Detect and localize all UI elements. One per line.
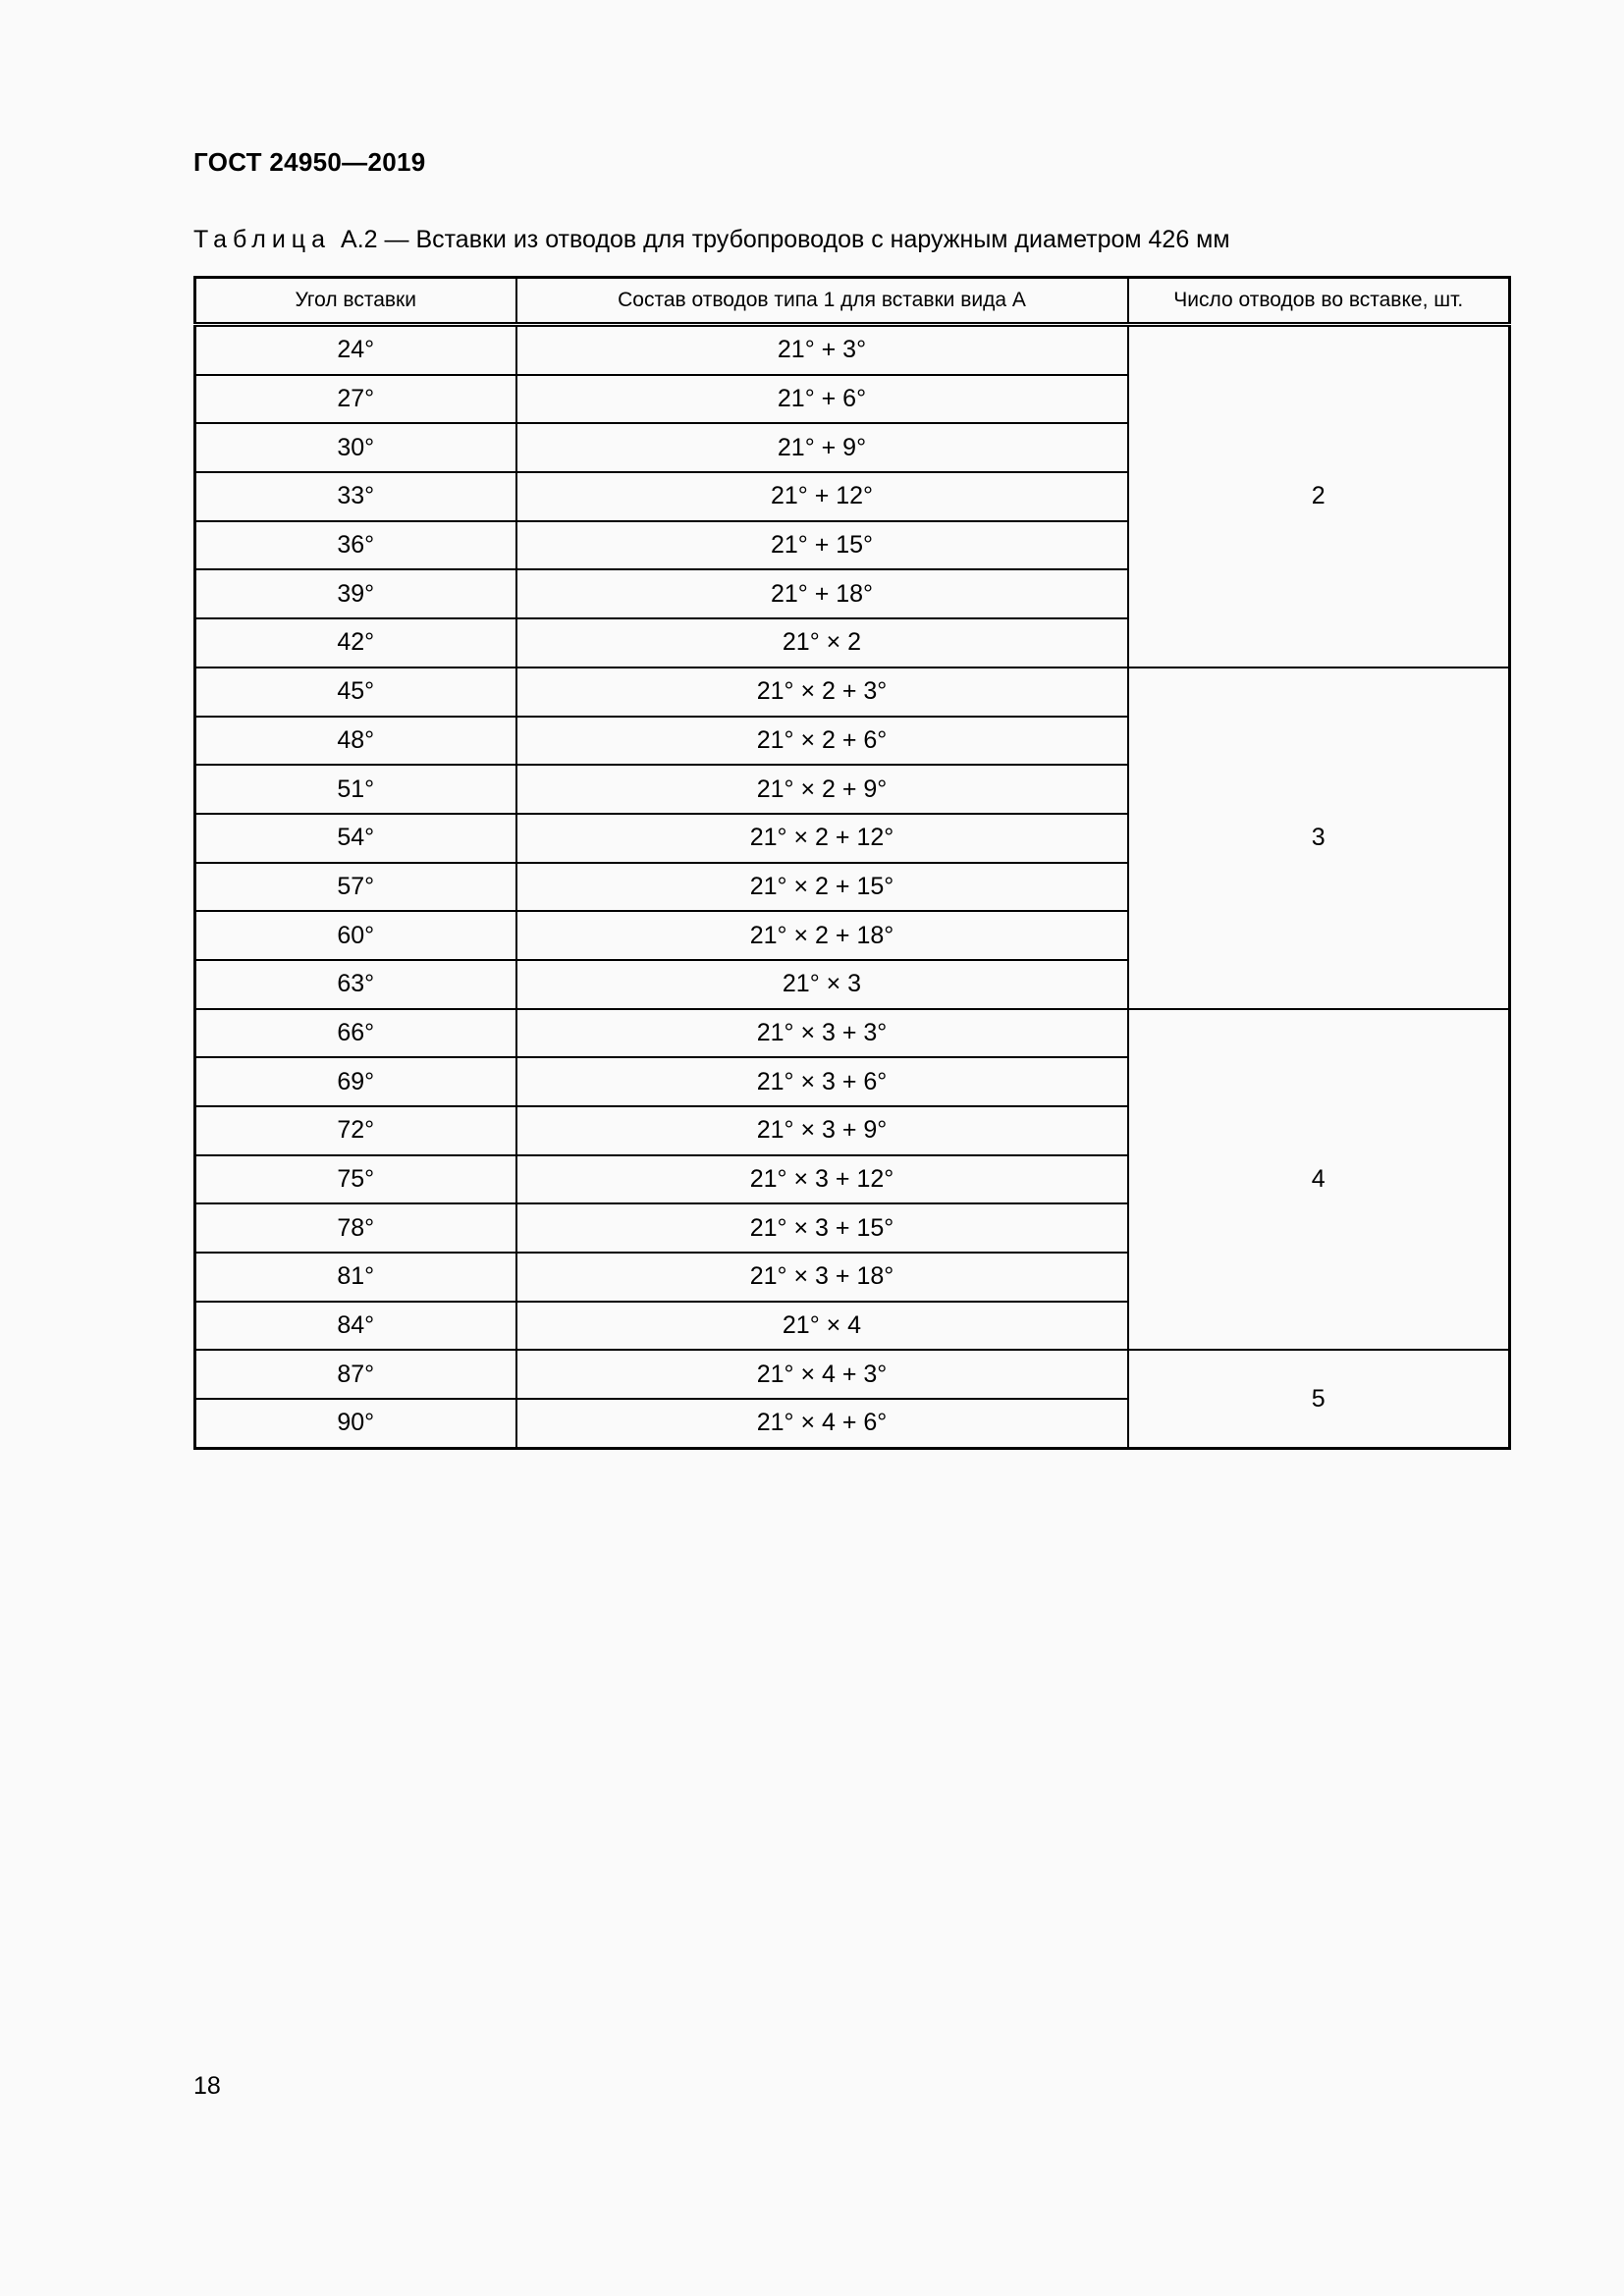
cell-count: 3 (1128, 667, 1510, 1009)
cell-angle: 42° (195, 618, 516, 667)
column-header-count: Число отводов во вставке, шт. (1128, 278, 1510, 325)
cell-composition: 21° × 3 + 3° (516, 1009, 1128, 1058)
cell-count: 5 (1128, 1350, 1510, 1448)
cell-composition: 21° × 3 + 9° (516, 1106, 1128, 1155)
cell-angle: 81° (195, 1253, 516, 1302)
cell-angle: 33° (195, 472, 516, 521)
cell-angle: 45° (195, 667, 516, 717)
table-row (195, 1009, 1510, 1058)
cell-composition: 21° × 4 + 3° (516, 1350, 1128, 1399)
table-header-row (195, 278, 1510, 325)
cell-composition: 21° + 15° (516, 521, 1128, 570)
cell-angle: 78° (195, 1203, 516, 1253)
cell-composition: 21° × 2 + 9° (516, 765, 1128, 814)
cell-composition: 21° + 18° (516, 569, 1128, 618)
cell-angle: 87° (195, 1350, 516, 1399)
column-header-composition: Состав отводов типа 1 для вставки вида А (516, 278, 1128, 325)
table-caption (193, 226, 1230, 254)
cell-composition: 21° × 2 + 3° (516, 667, 1128, 717)
cell-angle: 63° (195, 960, 516, 1009)
cell-angle: 57° (195, 863, 516, 912)
cell-angle: 27° (195, 375, 516, 424)
cell-composition: 21° + 3° (516, 325, 1128, 375)
table-row (195, 667, 1510, 717)
table-caption-text: А.2 — Вставки из отводов для трубопроводов с наружным диаметром 426 мм (341, 226, 1230, 253)
cell-angle: 84° (195, 1302, 516, 1351)
cell-angle: 69° (195, 1057, 516, 1106)
cell-composition: 21° + 12° (516, 472, 1128, 521)
cell-composition: 21° × 2 + 12° (516, 814, 1128, 863)
cell-composition: 21° + 6° (516, 375, 1128, 424)
table-body (195, 325, 1510, 1449)
cell-composition: 21° × 3 + 15° (516, 1203, 1128, 1253)
cell-composition: 21° × 2 + 6° (516, 717, 1128, 766)
cell-angle: 60° (195, 911, 516, 960)
cell-composition: 21° × 2 + 18° (516, 911, 1128, 960)
cell-angle: 51° (195, 765, 516, 814)
table-row (195, 325, 1510, 375)
cell-composition: 21° × 3 + 6° (516, 1057, 1128, 1106)
cell-composition: 21° × 4 + 6° (516, 1399, 1128, 1448)
cell-composition: 21° × 2 + 15° (516, 863, 1128, 912)
cell-composition: 21° + 9° (516, 423, 1128, 472)
cell-composition: 21° × 2 (516, 618, 1128, 667)
cell-angle: 54° (195, 814, 516, 863)
cell-composition: 21° × 3 + 12° (516, 1155, 1128, 1204)
cell-composition: 21° × 3 (516, 960, 1128, 1009)
cell-angle: 30° (195, 423, 516, 472)
page-number: 18 (193, 2072, 221, 2100)
cell-composition: 21° × 3 + 18° (516, 1253, 1128, 1302)
cell-angle: 39° (195, 569, 516, 618)
cell-count: 4 (1128, 1009, 1510, 1351)
cell-composition: 21° × 4 (516, 1302, 1128, 1351)
cell-angle: 48° (195, 717, 516, 766)
table-caption-word: Таблица (193, 226, 332, 253)
cell-angle: 66° (195, 1009, 516, 1058)
cell-angle: 90° (195, 1399, 516, 1448)
cell-angle: 24° (195, 325, 516, 375)
column-header-angle: Угол вставки (195, 278, 516, 325)
cell-angle: 72° (195, 1106, 516, 1155)
cell-angle: 36° (195, 521, 516, 570)
document-header: ГОСТ 24950—2019 (193, 147, 426, 177)
cell-angle: 75° (195, 1155, 516, 1204)
insert-angles-table (193, 276, 1511, 1450)
cell-count: 2 (1128, 325, 1510, 667)
table-row (195, 1350, 1510, 1399)
